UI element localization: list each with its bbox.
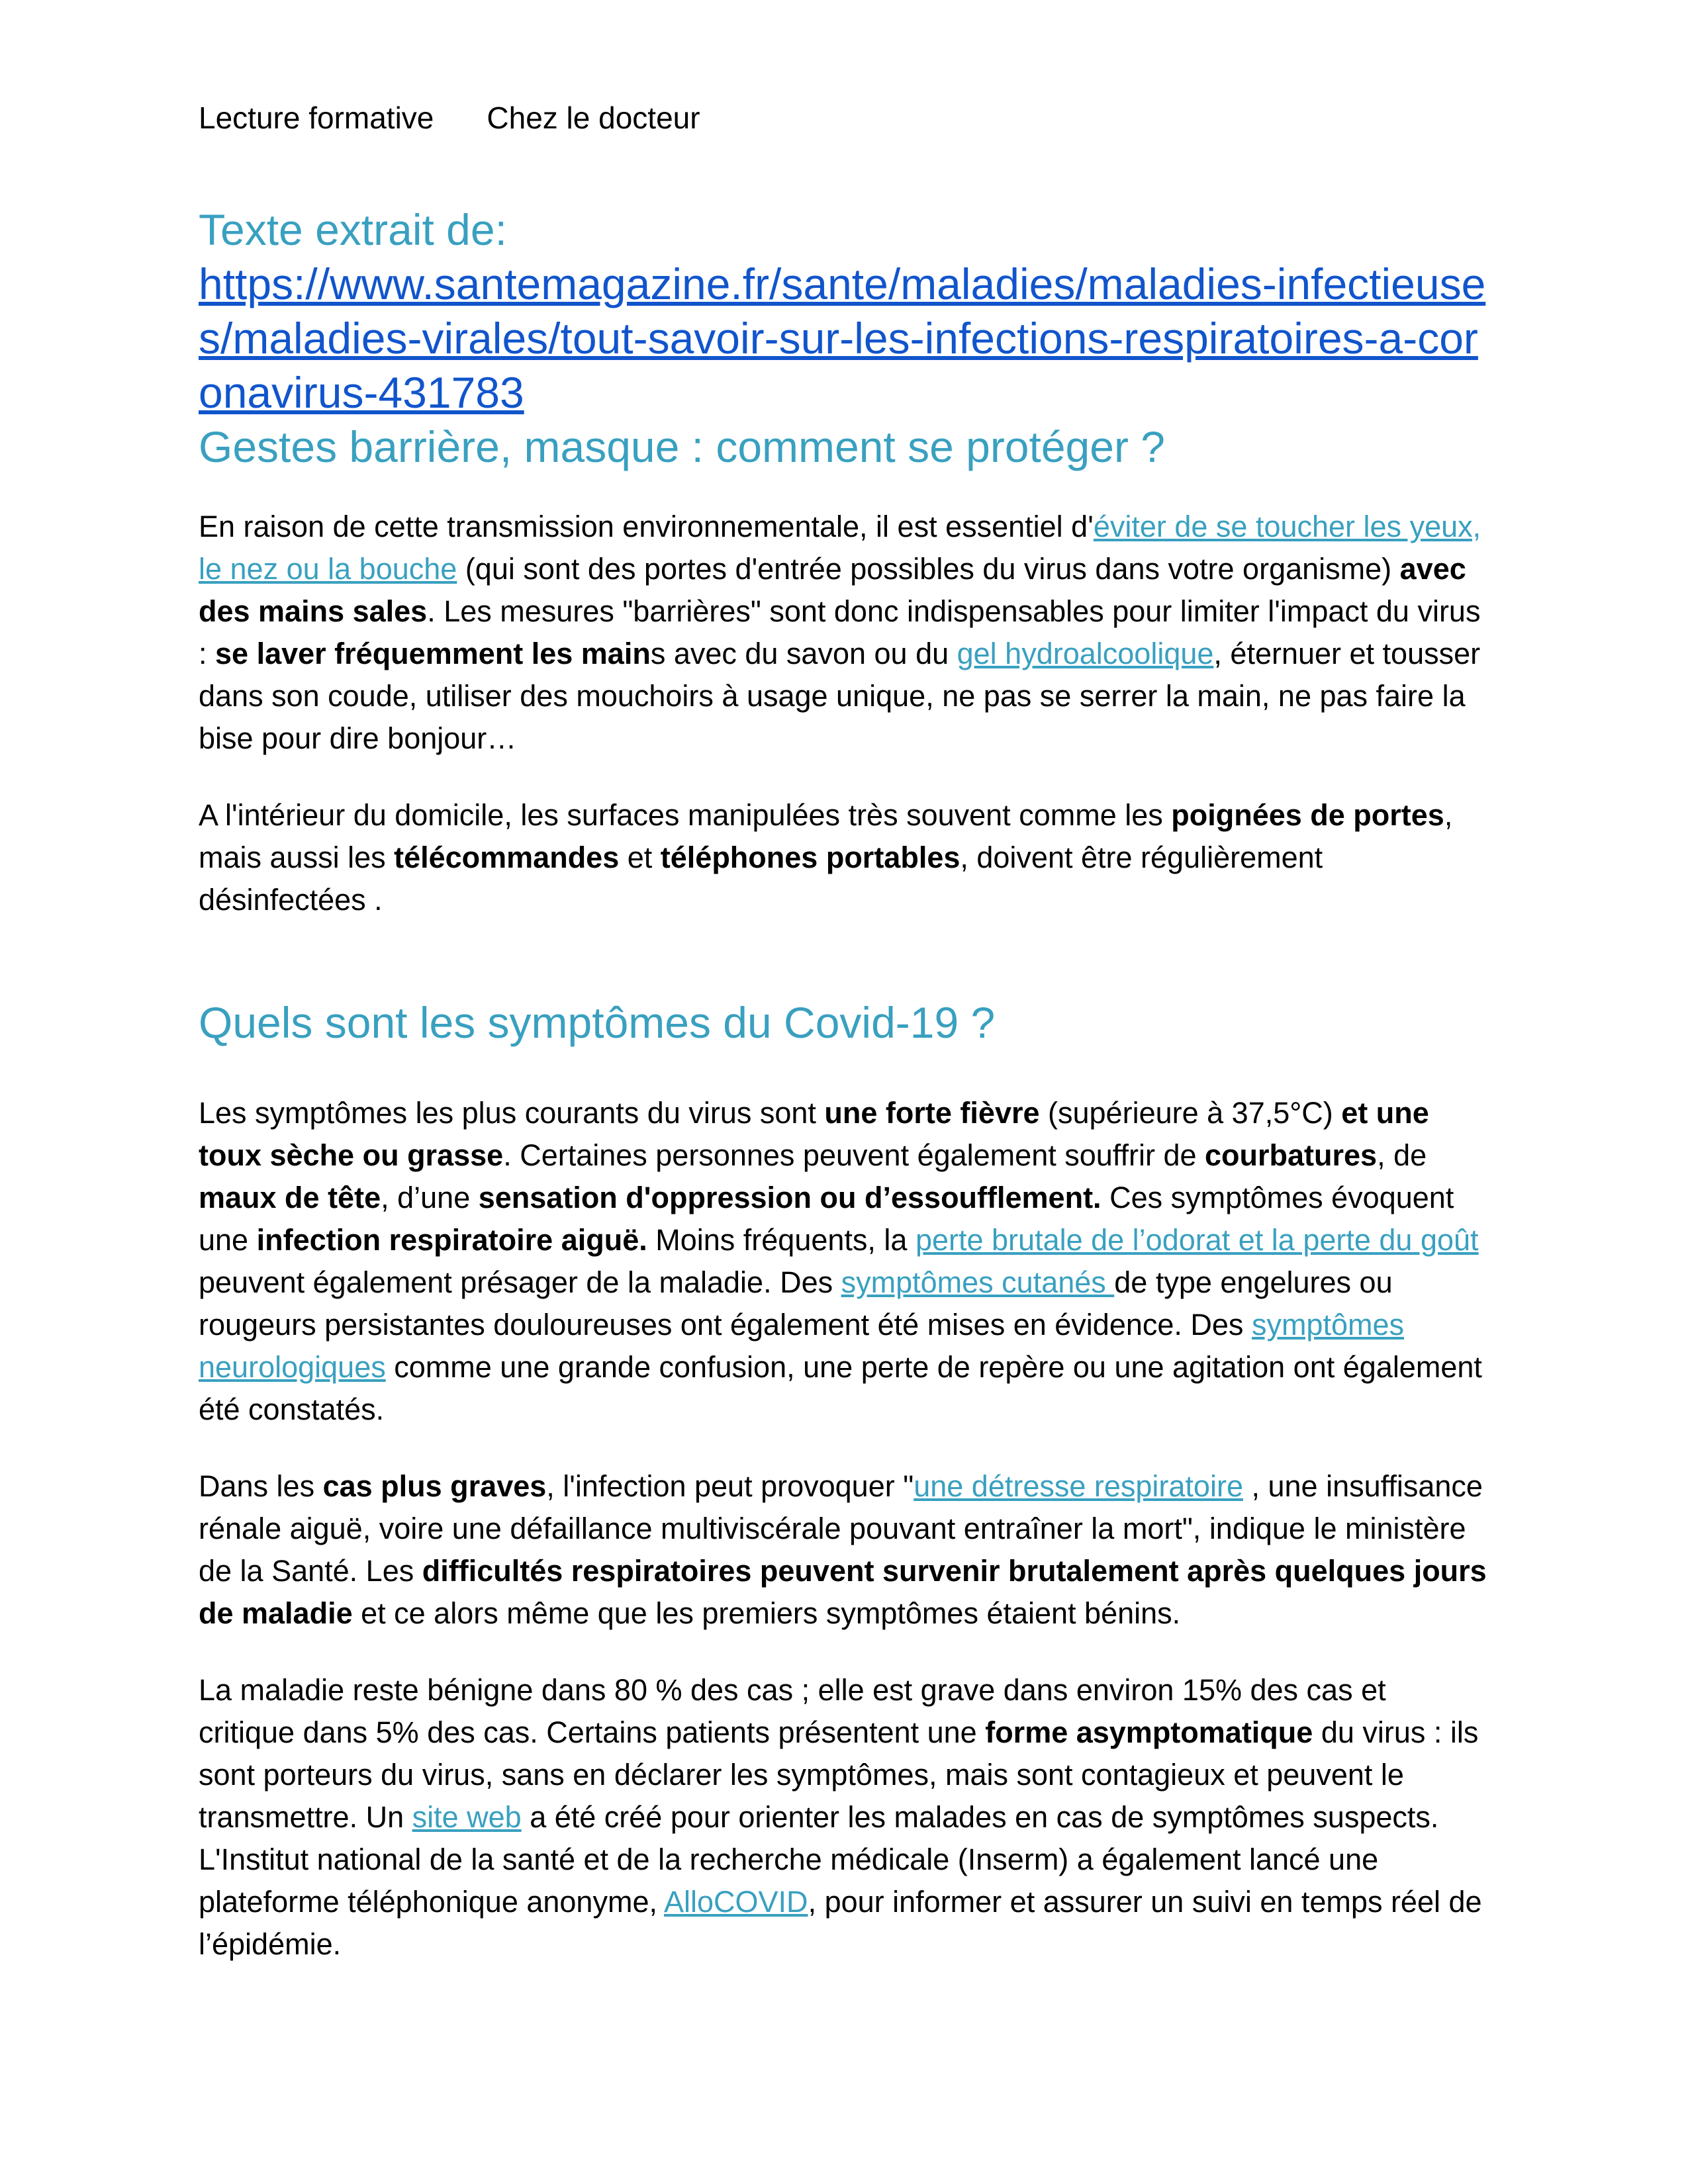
paragraph [199, 1465, 1489, 1635]
text-run: Dans les [199, 1469, 323, 1503]
inline-link[interactable]: éviter de se toucher les yeux, le nez ou la bouche [199, 510, 1481, 586]
text-run: (qui sont des portes d'entrée possibles du virus dans votre organisme) [457, 552, 1400, 586]
paragraph [199, 794, 1489, 921]
text-run: , d’une [381, 1181, 479, 1214]
inline-link[interactable]: gel hydroalcoolique [957, 637, 1214, 670]
document-header [199, 99, 1489, 136]
text-run: En raison de cette transmission environnementale, il est essentiel d' [199, 510, 1094, 543]
bold-text-run: courbatures [1205, 1138, 1378, 1172]
source-url-link[interactable]: https://www.santemagazine.fr/sante/maladies/maladies-infectieuses/maladies-virales/tout-savoir-sur-les-infections-respiratoires-a-coronavirus-431783 [199, 259, 1486, 417]
inline-link[interactable]: symptômes cutanés [841, 1265, 1115, 1299]
text-run: a été créé pour orienter les malades en cas de symptômes suspects. L'Institut national de la santé et de la recherche médicale (Inserm) a également lancé une plateforme téléphonique anonyme, [199, 1800, 1439, 1919]
bold-text-run: cas plus graves [322, 1469, 547, 1503]
document-body [199, 506, 1489, 1966]
header-left-text: Lecture formative [199, 101, 434, 135]
bold-text-run: forme asymptomatique [985, 1715, 1313, 1749]
text-run: Moins fréquents, la [647, 1223, 915, 1257]
inline-link[interactable]: AlloCOVID [664, 1885, 808, 1919]
text-run: La maladie reste bénigne dans 80 % des cas ; elle est grave dans environ 15% des cas et critique dans 5% des cas. Certains patients présentent une [199, 1673, 1386, 1749]
bold-text-run: télécommandes [394, 841, 620, 874]
bold-text-run: une forte fièvre [824, 1096, 1040, 1130]
paragraph [199, 1092, 1489, 1431]
source-label: Texte extrait de: [199, 205, 507, 254]
text-run: Les symptômes les plus courants du virus sont [199, 1096, 825, 1130]
text-run: de type engelures ou rougeurs persistantes douloureuses ont également été mises en évidence. Des [199, 1265, 1393, 1342]
bold-text-run: se laver fréquemment les main [215, 637, 651, 670]
text-run: , mais aussi les [199, 798, 1453, 874]
text-run: , doivent être régulièrement désinfectées . [199, 841, 1323, 917]
text-run: comme une grande confusion, une perte de repère ou une agitation ont également été constatés. [199, 1350, 1482, 1426]
header-right-text: Chez le docteur [487, 101, 700, 135]
title-block [199, 203, 1489, 474]
text-run: . Certaines personnes peuvent également souffrir de [503, 1138, 1205, 1172]
text-run: A l'intérieur du domicile, les surfaces manipulées très souvent comme les [199, 798, 1172, 832]
inline-link[interactable]: perte brutale de l’odorat et la perte du goût [915, 1223, 1479, 1257]
text-run: , de [1377, 1138, 1427, 1172]
text-run: , éternuer et tousser dans son coude, utiliser des mouchoirs à usage unique, ne pas se serrer la main, ne pas faire la bise pour dire bonjour… [199, 637, 1481, 755]
text-run: peuvent également présager de la maladie. Des [199, 1265, 841, 1299]
paragraph [199, 506, 1489, 760]
text-run: s avec du savon ou du [650, 637, 957, 670]
text-run: et [619, 841, 661, 874]
section-heading: Quels sont les symptômes du Covid-19 ? [199, 998, 996, 1047]
bold-text-run: infection respiratoire aiguë. [256, 1223, 647, 1257]
text-run: (supérieure à 37,5°C) [1039, 1096, 1342, 1130]
inline-link[interactable]: site web [412, 1800, 522, 1834]
bold-text-run: et une toux sèche ou grasse [199, 1096, 1429, 1172]
section-title-gestes: Gestes barrière, masque : comment se protéger ? [199, 422, 1165, 471]
inline-link[interactable]: une détresse respiratoire [914, 1469, 1243, 1503]
bold-text-run: maux de tête [199, 1181, 381, 1214]
bold-text-run: téléphones portables [660, 841, 961, 874]
bold-text-run: difficultés respiratoires peuvent survenir brutalement après quelques jours de maladie [199, 1554, 1487, 1630]
bold-text-run: sensation d'oppression ou d’essoufflement. [478, 1181, 1102, 1214]
text-run: , l'infection peut provoquer " [546, 1469, 914, 1503]
text-run: Ces symptômes évoquent une [199, 1181, 1454, 1257]
inline-link[interactable]: symptômes neurologiques [199, 1308, 1404, 1384]
bold-text-run: poignées de portes [1171, 798, 1444, 832]
text-run: . Les mesures "barrières" sont donc indispensables pour limiter l'impact du virus : [199, 594, 1481, 670]
bold-text-run: avec des mains sales [199, 552, 1466, 628]
text-run: et ce alors même que les premiers symptômes étaient bénins. [352, 1596, 1181, 1630]
text-run: du virus : ils sont porteurs du virus, sans en déclarer les symptômes, mais sont contagieux et peuvent le transmettre. Un [199, 1715, 1479, 1834]
text-run: , une insuffisance rénale aiguë, voire une défaillance multiviscérale pouvant entraîner la mort", indique le ministère de la Santé. Les [199, 1469, 1483, 1588]
text-run: , pour informer et assurer un suivi en temps réel de l’épidémie. [199, 1885, 1482, 1961]
paragraph [199, 1669, 1489, 1966]
